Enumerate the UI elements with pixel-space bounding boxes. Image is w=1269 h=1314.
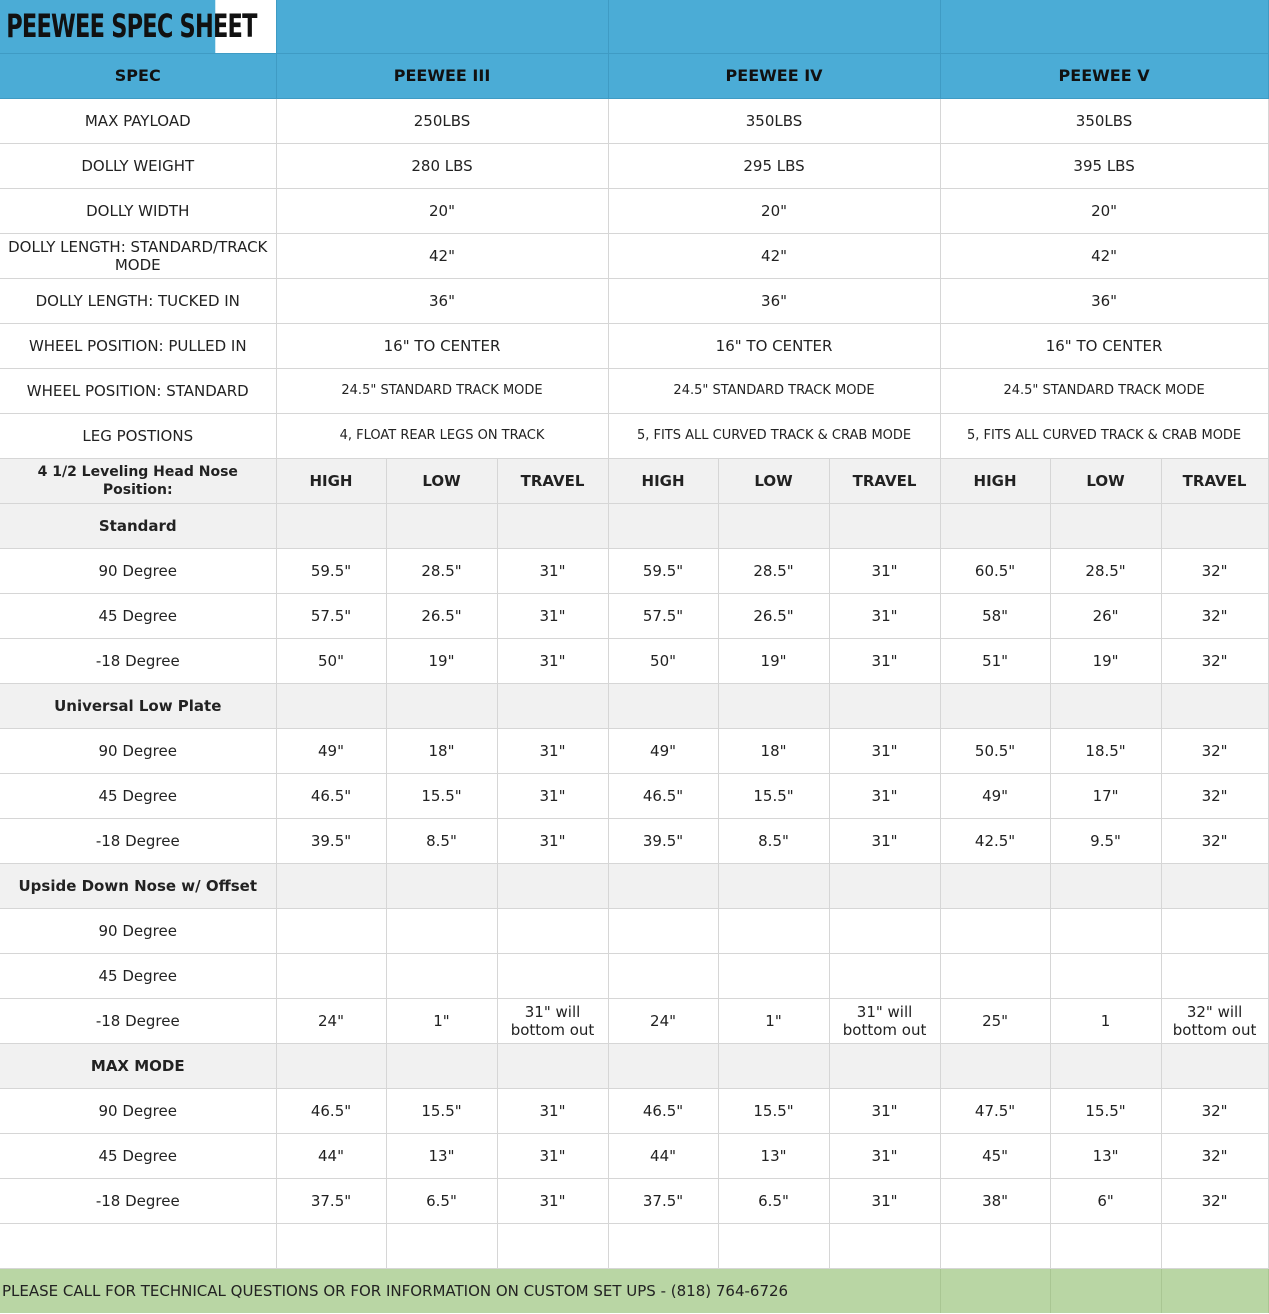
spec-value: 16" TO CENTER [608, 323, 940, 368]
spec-value: 16" TO CENTER [940, 323, 1268, 368]
spec-label: WHEEL POSITION: STANDARD [0, 368, 276, 413]
header-row [0, 53, 1268, 98]
spec-value: 295 LBS [608, 143, 940, 188]
value-cell [1050, 953, 1161, 998]
spec-value: 20" [940, 188, 1268, 233]
empty-cell [1050, 863, 1161, 908]
value-cell: 31" [497, 548, 608, 593]
table-row [0, 773, 1268, 818]
empty-cell [608, 503, 718, 548]
value-cell: 19" [386, 638, 497, 683]
spec-row [0, 188, 1268, 233]
value-cell: 42.5" [940, 818, 1050, 863]
value-cell: 6" [1050, 1178, 1161, 1223]
empty-cell [940, 863, 1050, 908]
value-cell: 13" [1050, 1133, 1161, 1178]
value-cell: 49" [276, 728, 386, 773]
spec-label: LEG POSTIONS [0, 413, 276, 458]
footer-fill [1050, 1268, 1161, 1313]
value-cell: 32" will bottom out [1161, 998, 1268, 1043]
empty-cell [497, 863, 608, 908]
table-row [0, 1178, 1268, 1223]
spec-value: 395 LBS [940, 143, 1268, 188]
value-cell: 32" [1161, 638, 1268, 683]
empty-cell [497, 503, 608, 548]
spec-value: 36" [276, 278, 608, 323]
value-cell: 13" [718, 1133, 829, 1178]
value-cell [940, 908, 1050, 953]
empty-cell [940, 503, 1050, 548]
value-cell: 13" [386, 1133, 497, 1178]
section-label: MAX MODE [0, 1043, 276, 1088]
empty-cell [497, 1223, 608, 1268]
value-cell: 18" [718, 728, 829, 773]
empty-cell [940, 683, 1050, 728]
value-cell: 31" [497, 593, 608, 638]
value-cell [497, 908, 608, 953]
empty-cell [1161, 503, 1268, 548]
row-label: -18 Degree [0, 638, 276, 683]
value-cell: 31" [497, 1178, 608, 1223]
row-label: -18 Degree [0, 1178, 276, 1223]
value-cell: 32" [1161, 1178, 1268, 1223]
spec-value: 42" [608, 233, 940, 278]
spec-value: 24.5" STANDARD TRACK MODE [940, 368, 1268, 413]
model-header: PEEWEE V [940, 53, 1268, 98]
column-header: LOW [1050, 458, 1161, 503]
value-cell [1050, 908, 1161, 953]
value-cell: 37.5" [608, 1178, 718, 1223]
spec-value: 5, FITS ALL CURVED TRACK & CRAB MODE [940, 413, 1268, 458]
value-cell: 32" [1161, 548, 1268, 593]
title-row [0, 0, 1268, 53]
spec-row [0, 98, 1268, 143]
table-row [0, 818, 1268, 863]
value-cell: 24" [608, 998, 718, 1043]
empty-cell [718, 1043, 829, 1088]
row-label: 45 Degree [0, 773, 276, 818]
empty-cell [940, 1043, 1050, 1088]
value-cell: 45" [940, 1133, 1050, 1178]
value-cell: 18.5" [1050, 728, 1161, 773]
value-cell: 15.5" [718, 773, 829, 818]
value-cell: 19" [718, 638, 829, 683]
spec-value: 42" [940, 233, 1268, 278]
empty-cell [1161, 683, 1268, 728]
column-header: LOW [718, 458, 829, 503]
empty-cell [386, 863, 497, 908]
value-cell: 31" [829, 638, 940, 683]
value-cell: 31" [497, 1133, 608, 1178]
value-cell: 31" [829, 818, 940, 863]
value-cell: 31" [829, 1133, 940, 1178]
value-cell: 59.5" [276, 548, 386, 593]
value-cell: 31" [497, 818, 608, 863]
table-row [0, 548, 1268, 593]
value-cell: 37.5" [276, 1178, 386, 1223]
title-fill [608, 0, 940, 53]
spec-label: DOLLY LENGTH: STANDARD/TRACK MODE [0, 233, 276, 278]
value-cell: 31" [829, 1178, 940, 1223]
value-cell: 6.5" [386, 1178, 497, 1223]
value-cell: 9.5" [1050, 818, 1161, 863]
section-header-row [0, 1043, 1268, 1088]
empty-cell [276, 1223, 386, 1268]
empty-cell [276, 863, 386, 908]
value-cell: 50" [608, 638, 718, 683]
value-cell: 31" will bottom out [497, 998, 608, 1043]
value-cell: 31" [829, 773, 940, 818]
spec-row [0, 413, 1268, 458]
value-cell: 31" [497, 728, 608, 773]
footer-fill [1161, 1268, 1268, 1313]
value-cell: 39.5" [276, 818, 386, 863]
value-cell: 32" [1161, 728, 1268, 773]
spec-row [0, 143, 1268, 188]
empty-cell [386, 1223, 497, 1268]
value-cell: 44" [608, 1133, 718, 1178]
table-row [0, 1088, 1268, 1133]
empty-cell [497, 1043, 608, 1088]
value-cell [1161, 953, 1268, 998]
value-cell: 31" [829, 593, 940, 638]
value-cell: 15.5" [1050, 1088, 1161, 1133]
spec-row [0, 368, 1268, 413]
value-cell: 25" [940, 998, 1050, 1043]
nose-position-header-row [0, 458, 1268, 503]
empty-cell [829, 1223, 940, 1268]
value-cell [718, 908, 829, 953]
title-fill [940, 0, 1268, 53]
value-cell: 15.5" [386, 773, 497, 818]
value-cell: 50" [276, 638, 386, 683]
value-cell [386, 908, 497, 953]
value-cell: 15.5" [386, 1088, 497, 1133]
value-cell [608, 953, 718, 998]
column-header: HIGH [276, 458, 386, 503]
spec-row [0, 233, 1268, 278]
value-cell: 24" [276, 998, 386, 1043]
value-cell: 38" [940, 1178, 1050, 1223]
empty-cell [276, 1043, 386, 1088]
row-label: 45 Degree [0, 593, 276, 638]
value-cell [276, 953, 386, 998]
spec-value: 250LBS [276, 98, 608, 143]
row-label: 45 Degree [0, 1133, 276, 1178]
section-header-row [0, 683, 1268, 728]
value-cell [829, 953, 940, 998]
empty-cell [829, 1043, 940, 1088]
spec-row [0, 323, 1268, 368]
value-cell: 32" [1161, 1133, 1268, 1178]
value-cell: 8.5" [386, 818, 497, 863]
value-cell: 28.5" [718, 548, 829, 593]
model-header: PEEWEE IV [608, 53, 940, 98]
spec-value: 5, FITS ALL CURVED TRACK & CRAB MODE [608, 413, 940, 458]
empty-cell [718, 1223, 829, 1268]
value-cell: 31" [829, 1088, 940, 1133]
empty-cell [718, 863, 829, 908]
section-header-row [0, 503, 1268, 548]
spec-value: 42" [276, 233, 608, 278]
footer-row [0, 1268, 1268, 1313]
value-cell: 44" [276, 1133, 386, 1178]
value-cell: 39.5" [608, 818, 718, 863]
empty-cell [276, 503, 386, 548]
spec-label: MAX PAYLOAD [0, 98, 276, 143]
footer-fill [940, 1268, 1050, 1313]
value-cell: 8.5" [718, 818, 829, 863]
empty-cell [1050, 683, 1161, 728]
table-row [0, 998, 1268, 1043]
value-cell: 31" [829, 728, 940, 773]
value-cell: 49" [608, 728, 718, 773]
value-cell: 28.5" [1050, 548, 1161, 593]
table-row [0, 593, 1268, 638]
empty-cell [829, 863, 940, 908]
value-cell: 58" [940, 593, 1050, 638]
table-row [0, 728, 1268, 773]
value-cell: 57.5" [276, 593, 386, 638]
value-cell: 1" [386, 998, 497, 1043]
value-cell: 32" [1161, 1088, 1268, 1133]
empty-cell [497, 683, 608, 728]
section-label: Upside Down Nose w/ Offset [0, 863, 276, 908]
value-cell: 31" [497, 638, 608, 683]
empty-cell [1050, 1223, 1161, 1268]
empty-cell [386, 1043, 497, 1088]
spec-value: 280 LBS [276, 143, 608, 188]
empty-cell [940, 1223, 1050, 1268]
footer-contact-text: PLEASE CALL FOR TECHNICAL QUESTIONS OR FOR INFORMATION ON CUSTOM SET UPS - (818) 764-6726 [0, 1268, 940, 1313]
value-cell [497, 953, 608, 998]
title-fill [276, 0, 608, 53]
value-cell: 46.5" [276, 773, 386, 818]
value-cell [829, 908, 940, 953]
value-cell: 28.5" [386, 548, 497, 593]
empty-cell [1161, 1043, 1268, 1088]
empty-cell [1050, 503, 1161, 548]
spec-value: 4, FLOAT REAR LEGS ON TRACK [276, 413, 608, 458]
spec-label: DOLLY WIDTH [0, 188, 276, 233]
empty-cell [386, 683, 497, 728]
value-cell: 1 [1050, 998, 1161, 1043]
value-cell: 26" [1050, 593, 1161, 638]
value-cell: 31" [497, 773, 608, 818]
model-header: PEEWEE III [276, 53, 608, 98]
section-label: Standard [0, 503, 276, 548]
value-cell: 46.5" [608, 773, 718, 818]
value-cell: 26.5" [718, 593, 829, 638]
spec-value: 350LBS [940, 98, 1268, 143]
value-cell: 47.5" [940, 1088, 1050, 1133]
spec-header: SPEC [0, 53, 276, 98]
value-cell: 51" [940, 638, 1050, 683]
value-cell: 19" [1050, 638, 1161, 683]
row-label: 90 Degree [0, 728, 276, 773]
value-cell: 18" [386, 728, 497, 773]
value-cell: 59.5" [608, 548, 718, 593]
value-cell: 31" [497, 1088, 608, 1133]
value-cell: 1" [718, 998, 829, 1043]
empty-cell [0, 1223, 276, 1268]
spec-value: 16" TO CENTER [276, 323, 608, 368]
column-header: TRAVEL [497, 458, 608, 503]
value-cell: 32" [1161, 593, 1268, 638]
empty-cell [829, 683, 940, 728]
section-label: Universal Low Plate [0, 683, 276, 728]
row-label: 90 Degree [0, 908, 276, 953]
value-cell [940, 953, 1050, 998]
value-cell [386, 953, 497, 998]
value-cell: 60.5" [940, 548, 1050, 593]
row-label: 90 Degree [0, 548, 276, 593]
value-cell: 50.5" [940, 728, 1050, 773]
value-cell: 32" [1161, 773, 1268, 818]
column-header: LOW [386, 458, 497, 503]
table-row [0, 1133, 1268, 1178]
value-cell: 17" [1050, 773, 1161, 818]
spec-value: 350LBS [608, 98, 940, 143]
value-cell: 6.5" [718, 1178, 829, 1223]
table-row [0, 638, 1268, 683]
row-label: -18 Degree [0, 818, 276, 863]
sheet-title: PEEWEE SPEC SHEET [0, 0, 215, 53]
empty-cell [1161, 1223, 1268, 1268]
value-cell: 57.5" [608, 593, 718, 638]
column-header: TRAVEL [1161, 458, 1268, 503]
empty-cell [1161, 863, 1268, 908]
spec-value: 24.5" STANDARD TRACK MODE [608, 368, 940, 413]
nose-position-label: 4 1/2 Leveling Head Nose Position: [0, 458, 276, 503]
spec-value: 24.5" STANDARD TRACK MODE [276, 368, 608, 413]
value-cell [718, 953, 829, 998]
empty-cell [386, 503, 497, 548]
table-row [0, 953, 1268, 998]
table-row [0, 908, 1268, 953]
spec-label: DOLLY LENGTH: TUCKED IN [0, 278, 276, 323]
value-cell: 32" [1161, 818, 1268, 863]
value-cell: 31" [829, 548, 940, 593]
empty-cell [608, 863, 718, 908]
column-header: HIGH [940, 458, 1050, 503]
spec-value: 20" [608, 188, 940, 233]
spec-value: 36" [940, 278, 1268, 323]
value-cell: 49" [940, 773, 1050, 818]
empty-cell [608, 683, 718, 728]
empty-row [0, 1223, 1268, 1268]
row-label: -18 Degree [0, 998, 276, 1043]
value-cell [276, 908, 386, 953]
empty-cell [608, 1043, 718, 1088]
value-cell: 46.5" [276, 1088, 386, 1133]
empty-cell [829, 503, 940, 548]
empty-cell [718, 503, 829, 548]
spec-value: 20" [276, 188, 608, 233]
value-cell: 46.5" [608, 1088, 718, 1133]
spec-value: 36" [608, 278, 940, 323]
value-cell: 31" will bottom out [829, 998, 940, 1043]
empty-cell [1050, 1043, 1161, 1088]
value-cell: 26.5" [386, 593, 497, 638]
empty-cell [608, 1223, 718, 1268]
value-cell [1161, 908, 1268, 953]
section-header-row [0, 863, 1268, 908]
spec-row [0, 278, 1268, 323]
column-header: HIGH [608, 458, 718, 503]
value-cell [608, 908, 718, 953]
spec-label: WHEEL POSITION: PULLED IN [0, 323, 276, 368]
empty-cell [276, 683, 386, 728]
empty-cell [718, 683, 829, 728]
value-cell: 15.5" [718, 1088, 829, 1133]
spec-label: DOLLY WEIGHT [0, 143, 276, 188]
column-header: TRAVEL [829, 458, 940, 503]
row-label: 45 Degree [0, 953, 276, 998]
row-label: 90 Degree [0, 1088, 276, 1133]
